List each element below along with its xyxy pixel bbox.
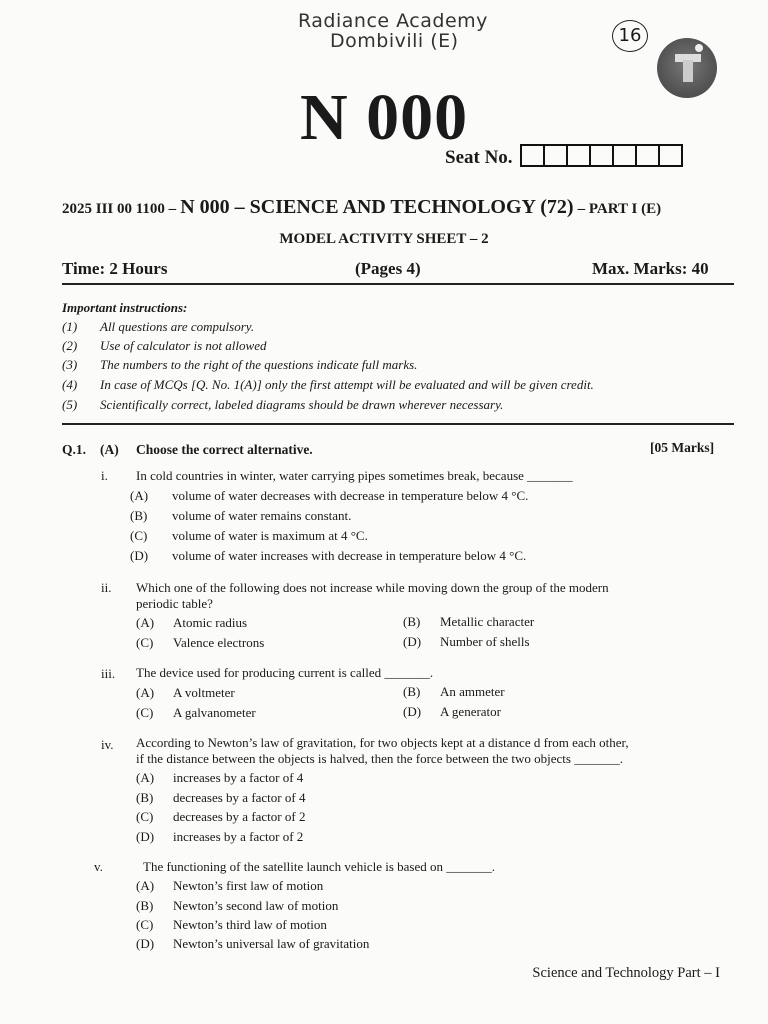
option-text: decreases by a factor of 4 <box>173 790 306 805</box>
mcq-text: The device used for producing current is called _______. <box>136 665 434 680</box>
option-label: (A) <box>136 878 155 893</box>
exam-subject: N 000 – SCIENCE AND TECHNOLOGY (72) <box>180 196 574 218</box>
option-label: (B) <box>130 508 148 523</box>
option-text: increases by a factor of 2 <box>173 829 304 844</box>
mcq-number: iv. <box>101 737 114 752</box>
option-text: decreases by a factor of 2 <box>173 809 306 824</box>
option-text: volume of water remains constant. <box>172 508 352 523</box>
mcq-text: if the distance between the objects is halved, then the force between the two objects _______. <box>136 751 623 766</box>
option-text: A generator <box>440 704 502 719</box>
option-text: Valence electrons <box>173 635 265 650</box>
exam-part: – PART I (E) <box>577 201 662 217</box>
option-text: increases by a factor of 4 <box>173 770 304 785</box>
seat-number-boxes[interactable] <box>522 144 683 167</box>
option-label: (A) <box>136 615 155 630</box>
option-text: Newton’s third law of motion <box>173 917 327 932</box>
instruction-item <box>62 319 254 335</box>
instructions-title: Important instructions: <box>62 300 188 315</box>
option-label: (D) <box>403 704 422 719</box>
mcq-text: Which one of the following does not increase while moving down the group of the modern <box>136 580 609 595</box>
mcq-number: iii. <box>101 666 116 681</box>
option-label: (B) <box>136 790 154 805</box>
option-text: volume of water decreases with decrease in temperature below 4 °C. <box>172 488 529 503</box>
option-label: (A) <box>136 770 155 785</box>
mcq-number: i. <box>101 468 108 483</box>
instruction-number: (5) <box>62 397 78 412</box>
seat-box[interactable] <box>520 144 545 167</box>
option-text: An ammeter <box>440 684 505 699</box>
option-text: Newton’s second law of motion <box>173 898 339 913</box>
exam-code-prefix: 2025 III 00 1100 – <box>62 201 177 217</box>
instruction-item <box>62 338 266 354</box>
option-text: Number of shells <box>440 634 530 649</box>
instruction-item <box>62 377 594 393</box>
seat-box[interactable] <box>635 144 660 167</box>
section-title: Choose the correct alternative. <box>136 442 313 457</box>
instruction-text: The numbers to the right of the questions indicate full marks. <box>100 357 418 372</box>
page-footer: Science and Technology Part – I <box>532 965 720 981</box>
option-label: (D) <box>136 936 155 951</box>
option-label: (C) <box>136 705 154 720</box>
paper-code: N 000 <box>300 81 469 154</box>
option-text: Atomic radius <box>173 615 248 630</box>
option-text: A galvanometer <box>173 705 256 720</box>
seat-box[interactable] <box>658 144 683 167</box>
option-label: (B) <box>136 898 154 913</box>
section-marks: [05 Marks] <box>650 440 715 455</box>
circled-page-number: 16 <box>612 20 648 52</box>
instruction-item <box>62 397 503 413</box>
option-label: (C) <box>130 528 148 543</box>
option-label: (C) <box>136 809 154 824</box>
option-label: (D) <box>130 548 149 563</box>
option-text: Metallic character <box>440 614 535 629</box>
option-label: (C) <box>136 917 154 932</box>
option-label: (A) <box>130 488 149 503</box>
option-text: volume of water is maximum at 4 °C. <box>172 528 368 543</box>
option-label: (D) <box>136 829 155 844</box>
stamp-academy-location: Dombivili (E) <box>330 30 459 52</box>
section-label: (A) <box>100 442 119 457</box>
seat-box[interactable] <box>612 144 637 167</box>
instruction-text: All questions are compulsory. <box>100 319 255 334</box>
option-text: Newton’s first law of motion <box>173 878 324 893</box>
exam-header <box>62 196 661 219</box>
mcq-text: According to Newton’s law of gravitation, for two objects kept at a distance d from each other, <box>136 735 629 750</box>
option-label: (C) <box>136 635 154 650</box>
instruction-item <box>62 357 417 373</box>
mcq-number: ii. <box>101 580 112 595</box>
exam-max-marks: Max. Marks: 40 <box>592 259 709 278</box>
divider <box>62 283 734 285</box>
seat-box[interactable] <box>543 144 568 167</box>
option-text: volume of water increases with decrease in temperature below 4 °C. <box>172 548 527 563</box>
option-text: Newton’s universal law of gravitation <box>173 936 370 951</box>
instruction-number: (1) <box>62 319 78 334</box>
exam-pages: (Pages 4) <box>355 259 421 278</box>
option-label: (D) <box>403 634 422 649</box>
mcq-text: periodic table? <box>136 596 213 611</box>
mcq-number: v. <box>94 859 103 874</box>
option-label: (B) <box>403 684 421 699</box>
option-label: (A) <box>136 685 155 700</box>
instruction-number: (2) <box>62 338 78 353</box>
seat-box[interactable] <box>566 144 591 167</box>
seat-number-label: Seat No. <box>445 147 513 168</box>
stamp-academy-name: Radiance Academy <box>298 10 488 32</box>
instruction-text: In case of MCQs [Q. No. 1(A)] only the first attempt will be evaluated and will be given credit. <box>100 377 594 392</box>
instruction-number: (4) <box>62 377 78 392</box>
question-number: Q.1. <box>62 442 87 457</box>
seat-box[interactable] <box>589 144 614 167</box>
instruction-text: Scientifically correct, labeled diagrams should be drawn wherever necessary. <box>100 397 504 412</box>
divider <box>62 423 734 425</box>
instruction-text: Use of calculator is not allowed <box>100 338 267 353</box>
board-logo-icon <box>657 38 717 98</box>
exam-time: Time: 2 Hours <box>62 259 168 278</box>
mcq-text: The functioning of the satellite launch vehicle is based on _______. <box>143 859 495 874</box>
option-label: (B) <box>403 614 421 629</box>
instruction-number: (3) <box>62 357 78 372</box>
mcq-text: In cold countries in winter, water carrying pipes sometimes break, because _______ <box>136 468 573 483</box>
option-text: A voltmeter <box>173 685 235 700</box>
sheet-title: MODEL ACTIVITY SHEET – 2 <box>279 231 489 247</box>
